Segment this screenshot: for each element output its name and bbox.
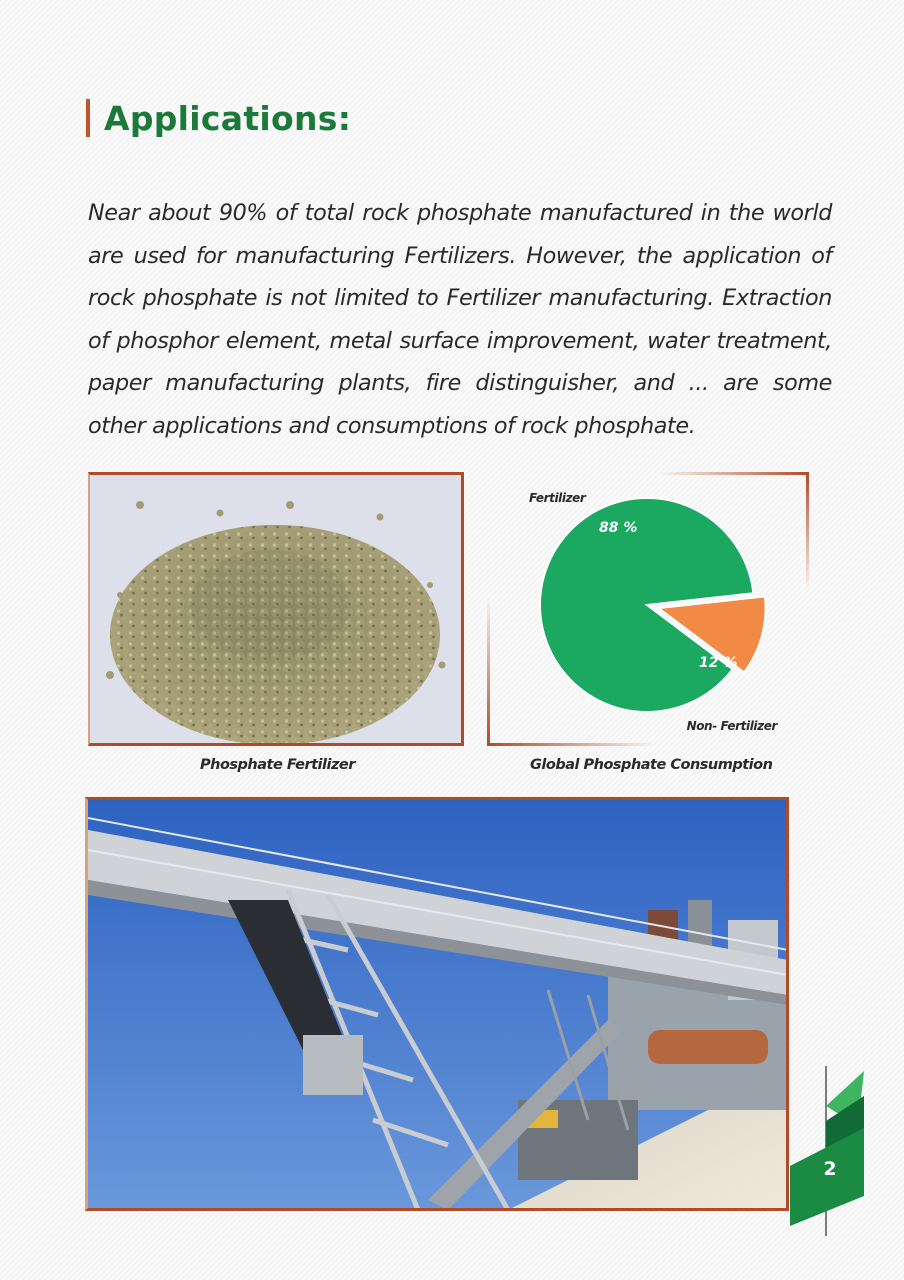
page-number: 2 bbox=[823, 1158, 837, 1180]
conveyor-plant-image bbox=[88, 800, 788, 1210]
fertilizer-granules-image bbox=[90, 475, 464, 745]
fertilizer-photo-caption: Phosphate Fertilizer bbox=[200, 757, 355, 773]
section-heading bbox=[86, 96, 351, 140]
plant-photo bbox=[85, 797, 789, 1211]
pie-value-label: 88 % bbox=[599, 520, 638, 536]
pie-chart bbox=[487, 472, 809, 746]
heading-title: Applications: bbox=[104, 98, 352, 138]
pie-value-label: 12 % bbox=[699, 655, 738, 671]
consumption-chart-frame bbox=[487, 472, 809, 746]
body-paragraph: Near about 90% of total rock phosphate manufactured in the world are used for manufacturing Fertilizers. However, the application of rock phosphate is not limited to Fertilizer manufacturing. Extraction of phosphor element, metal surface improvement, water treatment, paper manufacturing plants, fire distinguisher, and ... are some other applications and consumptions of rock phosphate. bbox=[88, 200, 832, 439]
pie-category-label: Fertilizer bbox=[529, 491, 586, 505]
chart-caption: Global Phosphate Consumption bbox=[530, 757, 773, 773]
pie-category-label: Non- Fertilizer bbox=[686, 719, 777, 733]
fertilizer-photo bbox=[88, 472, 464, 746]
page-number-badge bbox=[786, 1066, 876, 1236]
heading-accent-bar bbox=[86, 99, 90, 137]
